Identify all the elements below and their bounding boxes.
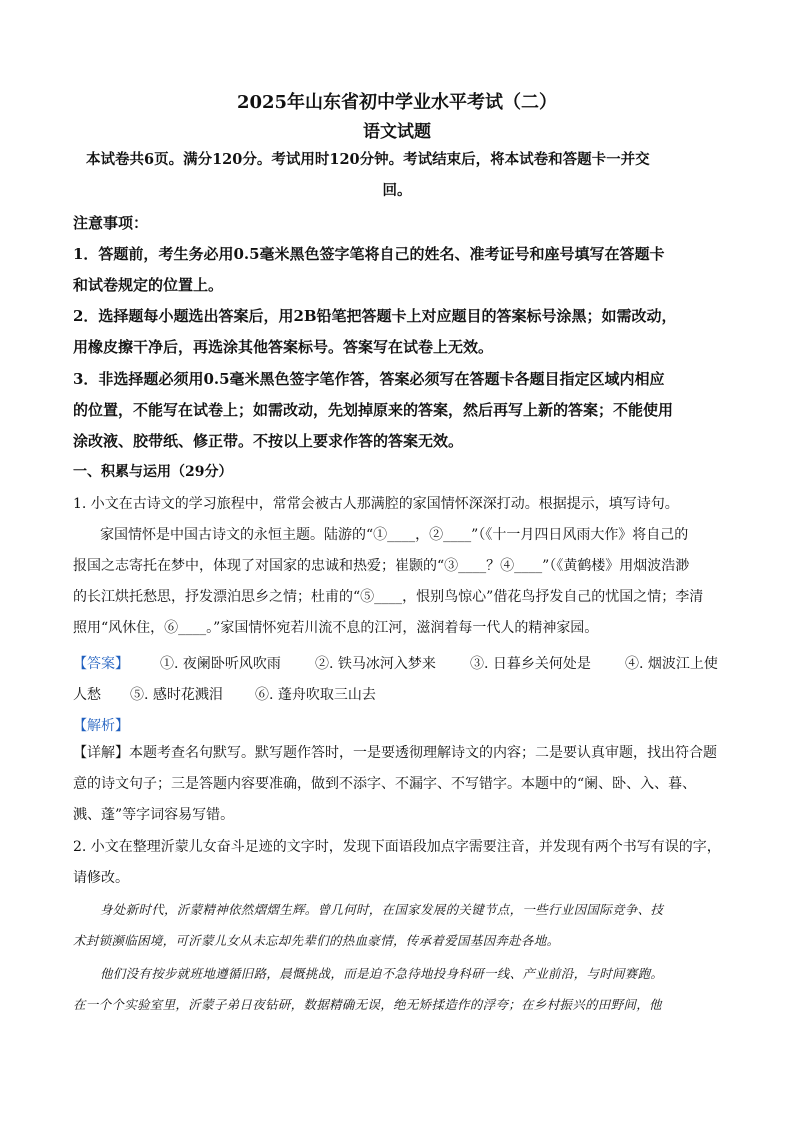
notes-line: 3．非选择题必须用0.5毫米黑色签字笔作答，答案必须写在答题卡各题目指定区域内相应	[73, 370, 665, 388]
notes-line: 用橡皮擦干净后，再选涂其他答案标号。答案写在试卷上无效。	[73, 338, 494, 356]
detail-line: 意的诗文句子；三是答题内容要准确，做到不添字、不漏字、不写错字。本题中的“阑、卧、入、暮、	[73, 776, 697, 792]
answer-item: ⑤. 感时花溅泪	[130, 687, 223, 703]
question-2-stem: 请修改。	[73, 870, 129, 886]
question-2-passage: 术封锁濒临困境，可沂蒙儿女从未忘却先辈们的热血豪情，传承着爱国基因奔赴各地。	[73, 933, 560, 948]
intro-line-1: 本试卷共6页。满分120分。考试用时120分钟。考试结束后，将本试卷和答题卡一并交	[86, 151, 650, 168]
question-1-stem: 1. 小文在古诗文的学习旅程中，常常会被古人那满腔的家国情怀深深打动。根据提示，填写诗句。	[73, 496, 679, 512]
notes-line: 和试卷规定的位置上。	[73, 276, 224, 294]
notes-line: 1．答题前，考生务必用0.5毫米黑色签字笔将自己的姓名、准考证号和座号填写在答题卡	[73, 245, 665, 263]
notes-heading: 注意事项：	[73, 214, 149, 232]
notes-line: 涂改液、胶带纸、修正带。不按以上要求作答的答案无效。	[73, 432, 464, 450]
question-1-passage: 家国情怀是中国古诗文的永恒主题。陆游的“①____，②____”（《十一月四日风雨大作》将自己的	[100, 527, 689, 543]
question-1-passage: 报国之志寄托在梦中，体现了对国家的忠诚和热爱；崔颢的“③____？④____”（《黄鹤楼》用烟波浩渺	[73, 558, 690, 574]
detail-line: 溅、蓬”等字词容易写错。	[73, 807, 235, 823]
answer-item: ④. 烟波江上使	[625, 656, 718, 672]
question-1-passage: 照用“风休住，⑥____。”家国情怀宛若川流不息的江河，滋润着每一代人的精神家园。	[73, 620, 599, 636]
answer-item: ①. 夜阑卧听风吹雨	[160, 656, 281, 672]
answer-item: ②. 铁马冰河入梦来	[315, 656, 436, 672]
answer-item: 人愁	[73, 687, 101, 703]
notes-line: 2．选择题每小题选出答案后，用2B铅笔把答题卡上对应题目的答案标号涂黑；如需改动，	[73, 307, 677, 325]
detail-line: 【详解】本题考查名句默写。默写题作答时，一是要透彻理解诗文的内容；二是要认真审题，找出符合题	[73, 745, 717, 761]
notes-line: 的位置，不能写在试卷上；如需改动，先划掉原来的答案，然后再写上新的答案；不能使用	[73, 401, 674, 419]
intro-line-2: 回。	[382, 182, 412, 199]
question-2-passage: 他们没有按步就班地遵循旧路，晨慨挑战，而是迫不急待地投身科研一线、产业前沿，与时间赛跑。	[100, 966, 664, 981]
exam-title: 2025年山东省初中学业水平考试（二）	[236, 92, 558, 113]
question-1-passage: 的长江烘托愁思，抒发漂泊思乡之情；杜甫的“⑤____，恨别鸟惊心”借花鸟抒发自己的忧国之情；李清	[73, 589, 704, 605]
question-2-stem: 2. 小文在整理沂蒙儿女奋斗足迹的文字时，发现下面语段加点字需要注音，并发现有两个书写有误的字，	[73, 839, 721, 855]
question-2-passage: 在一个个实验室里，沂蒙子弟日夜钻研，数据精确无误，绝无矫揉造作的浮夸；在乡村振兴的田野间，他	[73, 997, 662, 1012]
answer-label: 【答案】	[73, 656, 129, 672]
answer-item: ⑥. 蓬舟吹取三山去	[255, 687, 376, 703]
question-2-passage: 身处新时代，沂蒙精神依然熠熠生辉。曾几何时，在国家发展的关键节点，一些行业因国际竞争、技	[100, 902, 664, 917]
exam-subtitle: 语文试题	[363, 122, 431, 142]
answer-item: ③. 日暮乡关何处是	[470, 656, 591, 672]
analysis-label: 【解析】	[73, 718, 129, 734]
section-heading: 一、积累与运用（29分）	[73, 464, 233, 480]
